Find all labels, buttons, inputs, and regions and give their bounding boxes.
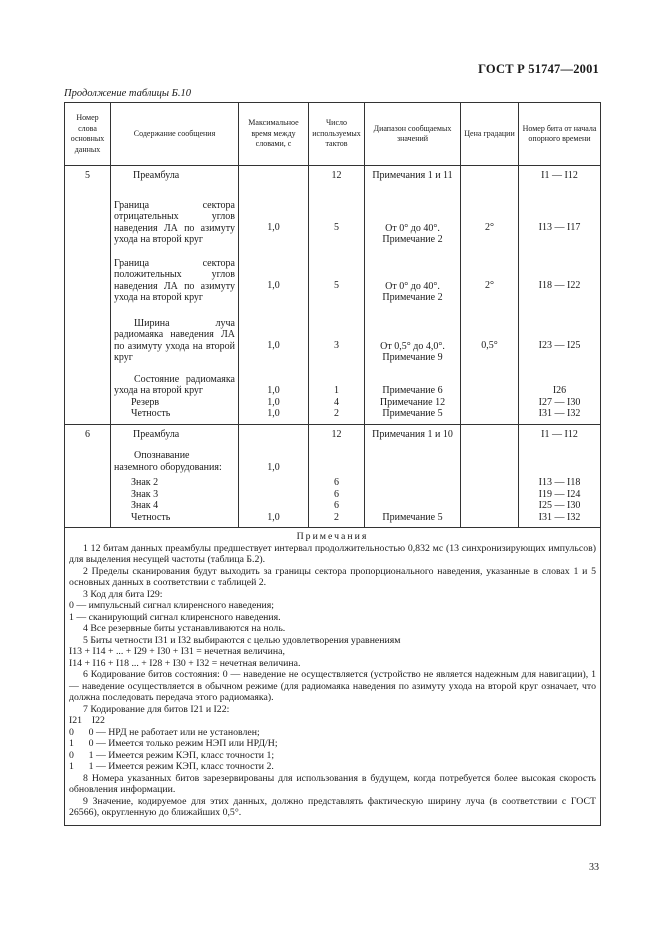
bit-numbers: I13 — I17 — [519, 182, 601, 246]
grade-price: 2° — [461, 246, 519, 304]
note-7: 7 Кодирование для битов I21 и I22: — [83, 703, 230, 715]
clock-count: 4 — [309, 397, 365, 409]
note-8: 8 Номера указанных битов зарезервированы для использования в будущем, когда потребуется более высокая скорость обновления информации. — [69, 772, 596, 795]
bit-numbers: I23 — I25 — [519, 304, 601, 364]
value-range: От 0,5° до 4,0°. Примечание 9 — [365, 304, 461, 364]
standard-header: ГОСТ Р 51747—2001 — [478, 62, 599, 76]
max-time: 1,0 — [239, 246, 309, 304]
note-5-eq-b: I14 + I16 + I18 ... + I28 + I30 + I32 = нечетная величина. — [69, 657, 301, 669]
message-content: Граница сектора положительных углов наведения ЛА по азимуту ухода на второй круг — [111, 246, 239, 304]
message-content: Знак 3 — [111, 489, 239, 501]
clock-count: 6 — [309, 500, 365, 512]
table-row — [65, 364, 601, 397]
table-header-row — [65, 103, 601, 166]
word-number: 5 — [65, 166, 111, 182]
max-time: 1,0 — [239, 440, 309, 473]
max-time: 1,0 — [239, 512, 309, 528]
col-header-range: Диапазон сообщаемых значений — [365, 103, 461, 166]
note-6: 6 Кодирование битов состояния: 0 — наведение не осуществляется (устройство не является надежным для навигации), 1 — наведение осуществляется в обычном режиме (для радиомаяка наведения по азимуту ухода на второй круг означает, что должна последовать передача этого радиомаяка). — [69, 669, 596, 703]
clock-count: 12 — [309, 424, 365, 440]
clock-count: 6 — [309, 489, 365, 501]
value-range: Примечания 1 и 11 — [365, 166, 461, 182]
note-3: 3 Код для бита I29: — [83, 588, 163, 600]
table-row — [65, 489, 601, 501]
table-row — [65, 440, 601, 473]
bit-numbers: I19 — I24 — [519, 489, 601, 501]
col-header-max-time: Максимальное время между словами, с — [239, 103, 309, 166]
note-7-line-d: 1 1 — Имеется режим КЭП, класс точности 2. — [69, 761, 274, 772]
col-header-bit-number: Номер бита от начала опорного времени — [519, 103, 601, 166]
clock-count: 2 — [309, 408, 365, 424]
note-2: 2 Пределы сканирования будут выходить за границы сектора пропорционального наведения, указанные в словах 1 и 5 основных данных в соответствии с таблицей 2. — [69, 565, 596, 588]
table-continuation-title: Продолжение таблицы Б.10 — [64, 88, 191, 99]
message-content: Знак 4 — [111, 500, 239, 512]
value-range: Примечание 12 — [365, 397, 461, 409]
note-1: 1 12 битам данных преамбулы предшествует интервал продолжительностью 0,832 мс (13 синхронизирующих импульсов) для выделения несущей частоты (таблица Б.2). — [69, 542, 596, 565]
col-header-word-number: Номер слова основных данных — [65, 103, 111, 166]
message-content: Состояние радиомаяка ухода на второй круг — [111, 364, 239, 397]
grade-price: 2° — [461, 182, 519, 246]
page-number: 33 — [589, 862, 599, 873]
message-content: Резерв — [111, 397, 239, 409]
clock-count: 6 — [309, 473, 365, 489]
message-content: Граница сектора отрицательных углов наведения ЛА по азимуту ухода на второй круг — [111, 182, 239, 246]
note-3-line-b: 1 — сканирующий сигнал клиренсного наведения. — [69, 611, 281, 623]
message-content: Четность — [111, 512, 239, 528]
note-5: 5 Биты четности I31 и I32 выбираются с целью удовлетворения уравнениям — [83, 634, 401, 646]
value-range: Примечание 5 — [365, 512, 461, 528]
note-7-line-c: 0 1 — Имеется режим КЭП, класс точности 1; — [69, 749, 275, 761]
notes-title: Примечания — [296, 531, 369, 542]
value-range: Примечание 5 — [365, 408, 461, 424]
note-7-line-b: 1 0 — Имеется только режим НЭП или НРД/Н; — [69, 738, 278, 749]
clock-count: 1 — [309, 364, 365, 397]
grade-price: 0,5° — [461, 304, 519, 364]
table-row — [65, 424, 601, 440]
note-7-line-a: 0 0 — НРД не работает или не установлен; — [69, 726, 260, 738]
bit-numbers: I26 — [519, 364, 601, 397]
note-4: 4 Все резервные биты устанавливаются на ноль. — [83, 623, 286, 634]
table-row — [65, 166, 601, 182]
table-row — [65, 512, 601, 528]
bit-numbers: I18 — I22 — [519, 246, 601, 304]
note-9: 9 Значение, кодируемое для этих данных, должно представлять фактическую ширину луча (в соответствии с ГОСТ 26566), округленную до ближайших 0,5°. — [69, 795, 596, 818]
message-content: Преамбула — [111, 424, 239, 440]
note-7-header: I21 I22 — [69, 715, 105, 726]
col-header-clocks: Число используемых тактов — [309, 103, 365, 166]
col-header-content: Содержание сообщения — [111, 103, 239, 166]
table-row — [65, 397, 601, 409]
value-range: Примечания 1 и 10 — [365, 424, 461, 440]
message-content: Четность — [111, 408, 239, 424]
value-range: Примечание 6 — [365, 364, 461, 397]
max-time: 1,0 — [239, 182, 309, 246]
message-content: Преамбула — [111, 166, 239, 182]
value-range: От 0° до 40°. Примечание 2 — [365, 246, 461, 304]
clock-count: 5 — [309, 182, 365, 246]
table-row — [65, 500, 601, 512]
note-3-line-a: 0 — импульсный сигнал клиренсного наведения; — [69, 600, 275, 611]
bit-numbers: I25 — I30 — [519, 500, 601, 512]
value-range: От 0° до 40°. Примечание 2 — [365, 182, 461, 246]
message-content: Ширина луча радиомаяка наведения ЛА по азимуту ухода на второй круг — [111, 304, 239, 364]
clock-count: 5 — [309, 246, 365, 304]
bit-numbers: I13 — I18 — [519, 473, 601, 489]
clock-count: 3 — [309, 304, 365, 364]
max-time: 1,0 — [239, 304, 309, 364]
table-row — [65, 408, 601, 424]
table-row — [65, 304, 601, 364]
data-table — [64, 102, 601, 826]
message-content: Знак 2 — [111, 473, 239, 489]
note-5-eq-a: I13 + I14 + ... + I29 + I30 + I31 = нечетная величина, — [69, 646, 285, 657]
word-number: 6 — [65, 424, 111, 440]
max-time: 1,0 — [239, 364, 309, 397]
max-time: 1,0 — [239, 397, 309, 409]
bit-numbers: I27 — I30 — [519, 397, 601, 409]
table-row — [65, 182, 601, 246]
clock-count: 2 — [309, 512, 365, 528]
message-content: Опознавание наземного оборудования: — [111, 440, 239, 473]
clock-count: 12 — [309, 166, 365, 182]
bit-numbers: I1 — I12 — [519, 424, 601, 440]
col-header-price: Цена градации — [461, 103, 519, 166]
bit-numbers: I31 — I32 — [519, 408, 601, 424]
max-time: 1,0 — [239, 408, 309, 424]
bit-numbers: I1 — I12 — [519, 166, 601, 182]
table-row — [65, 246, 601, 304]
notes-row — [65, 528, 601, 826]
notes-block — [65, 528, 601, 826]
bit-numbers: I31 — I32 — [519, 512, 601, 528]
table-row — [65, 473, 601, 489]
